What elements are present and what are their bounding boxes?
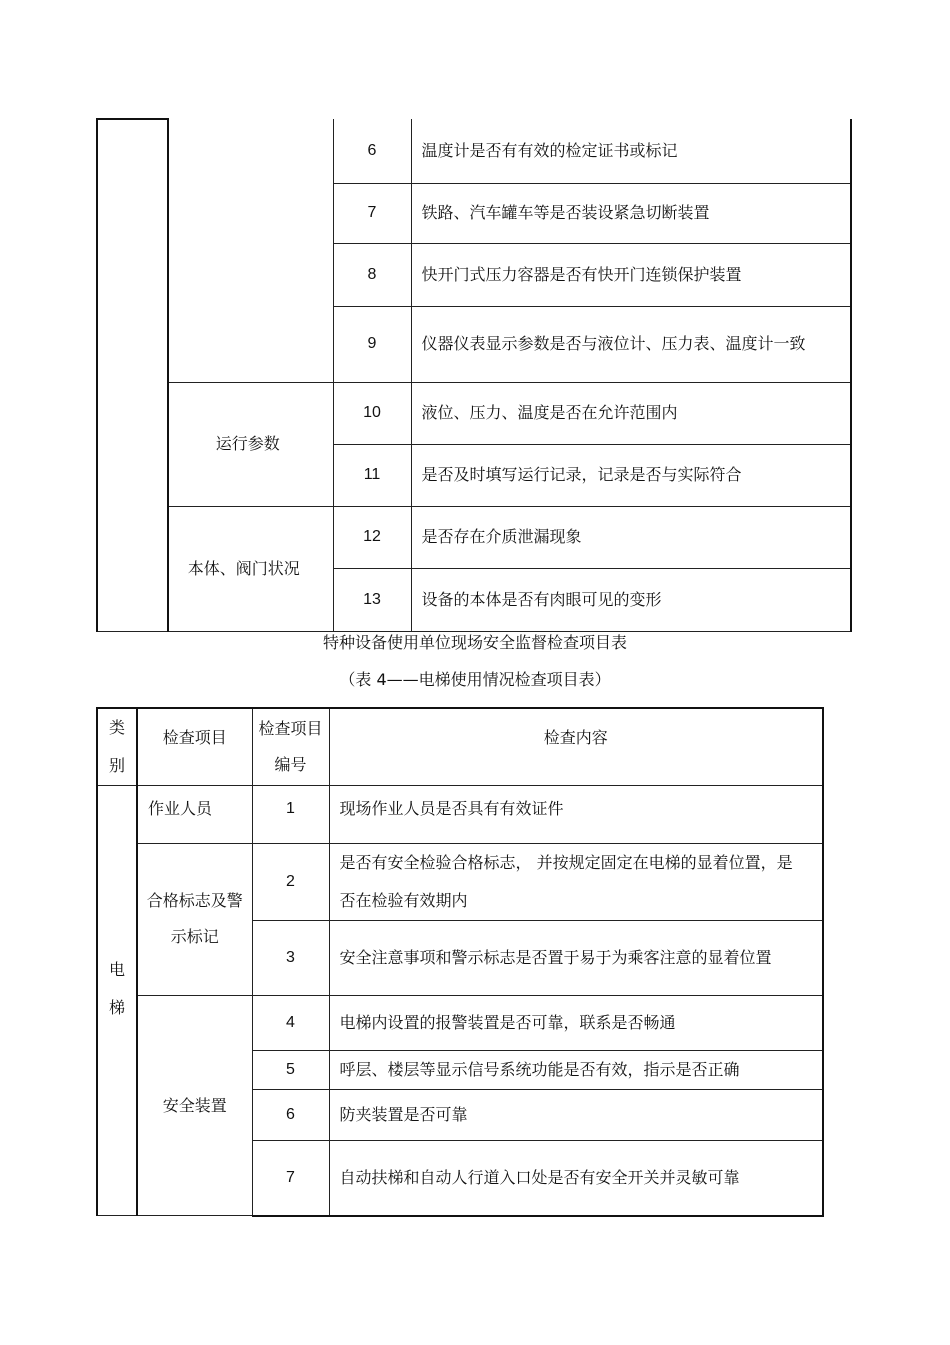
check-content: 快开门式压力容器是否有快开门连锁保护装置 <box>411 243 851 306</box>
header-content: 检查内容 <box>329 708 823 786</box>
category-elevator-text: 电梯 <box>108 960 125 1017</box>
check-content: 是否有安全检验合格标志， 并按规定固定在电梯的显着位置，是否在检验有效期内 <box>329 844 823 921</box>
item-cell-empty <box>168 119 333 382</box>
item-number: 3 <box>252 921 329 996</box>
check-content: 仪器仪表显示参数是否与液位计、压力表、温度计一致 <box>411 306 851 382</box>
group-personnel: 作业人员 <box>137 786 252 844</box>
header-item-number <box>252 708 329 786</box>
check-content: 是否及时填写运行记录，记录是否与实际符合 <box>411 444 851 506</box>
table-title: 特种设备使用单位现场安全监督检查项目表 <box>322 633 627 652</box>
item-number: 4 <box>252 996 329 1051</box>
group-signs-text: 合格标志及警示标记 <box>146 891 243 946</box>
check-content: 液位、压力、温度是否在允许范围内 <box>411 382 851 444</box>
elevator-check-table <box>96 707 824 1217</box>
check-content: 安全注意事项和警示标志是否置于易于为乘客注意的显着位置 <box>329 921 823 996</box>
check-content: 电梯内设置的报警装置是否可靠，联系是否畅通 <box>329 996 823 1051</box>
pressure-vessel-check-table <box>96 118 852 632</box>
item-number: 6 <box>333 119 411 183</box>
item-number: 1 <box>252 786 329 844</box>
header-item: 检查项目 <box>137 708 252 786</box>
item-number: 12 <box>333 506 411 568</box>
group-signs <box>137 844 252 996</box>
check-content: 铁路、汽车罐车等是否装设紧急切断装置 <box>411 183 851 243</box>
item-number: 9 <box>333 306 411 382</box>
check-content: 温度计是否有有效的检定证书或标记 <box>411 119 851 183</box>
check-content: 设备的本体是否有肉眼可见的变形 <box>411 568 851 631</box>
item-number: 8 <box>333 243 411 306</box>
header-category <box>97 708 137 786</box>
check-content: 呼层、楼层等显示信号系统功能是否有效，指示是否正确 <box>329 1051 823 1090</box>
check-content: 现场作业人员是否具有有效证件 <box>329 786 823 844</box>
table-subtitle: （表 4——电梯使用情况检查项目表） <box>339 670 611 689</box>
check-content: 防夹装置是否可靠 <box>329 1090 823 1141</box>
item-number: 6 <box>252 1090 329 1141</box>
item-number: 7 <box>333 183 411 243</box>
header-category-text: 类别 <box>108 718 125 775</box>
item-number: 13 <box>333 568 411 631</box>
item-number: 10 <box>333 382 411 444</box>
check-content: 自动扶梯和自动人行道入口处是否有安全开关并灵敏可靠 <box>329 1141 823 1216</box>
category-elevator <box>97 786 137 1216</box>
group-operation-params: 运行参数 <box>168 382 333 506</box>
item-number: 2 <box>252 844 329 921</box>
item-number: 5 <box>252 1051 329 1090</box>
item-number: 7 <box>252 1141 329 1216</box>
check-content: 是否存在介质泄漏现象 <box>411 506 851 568</box>
header-item-number-text: 检查项目编号 <box>258 719 323 774</box>
item-number: 11 <box>333 444 411 506</box>
group-body-valve-status: 本体、阀门状况 <box>168 506 333 631</box>
group-safety-devices: 安全装置 <box>137 996 252 1216</box>
category-cell <box>97 119 168 631</box>
